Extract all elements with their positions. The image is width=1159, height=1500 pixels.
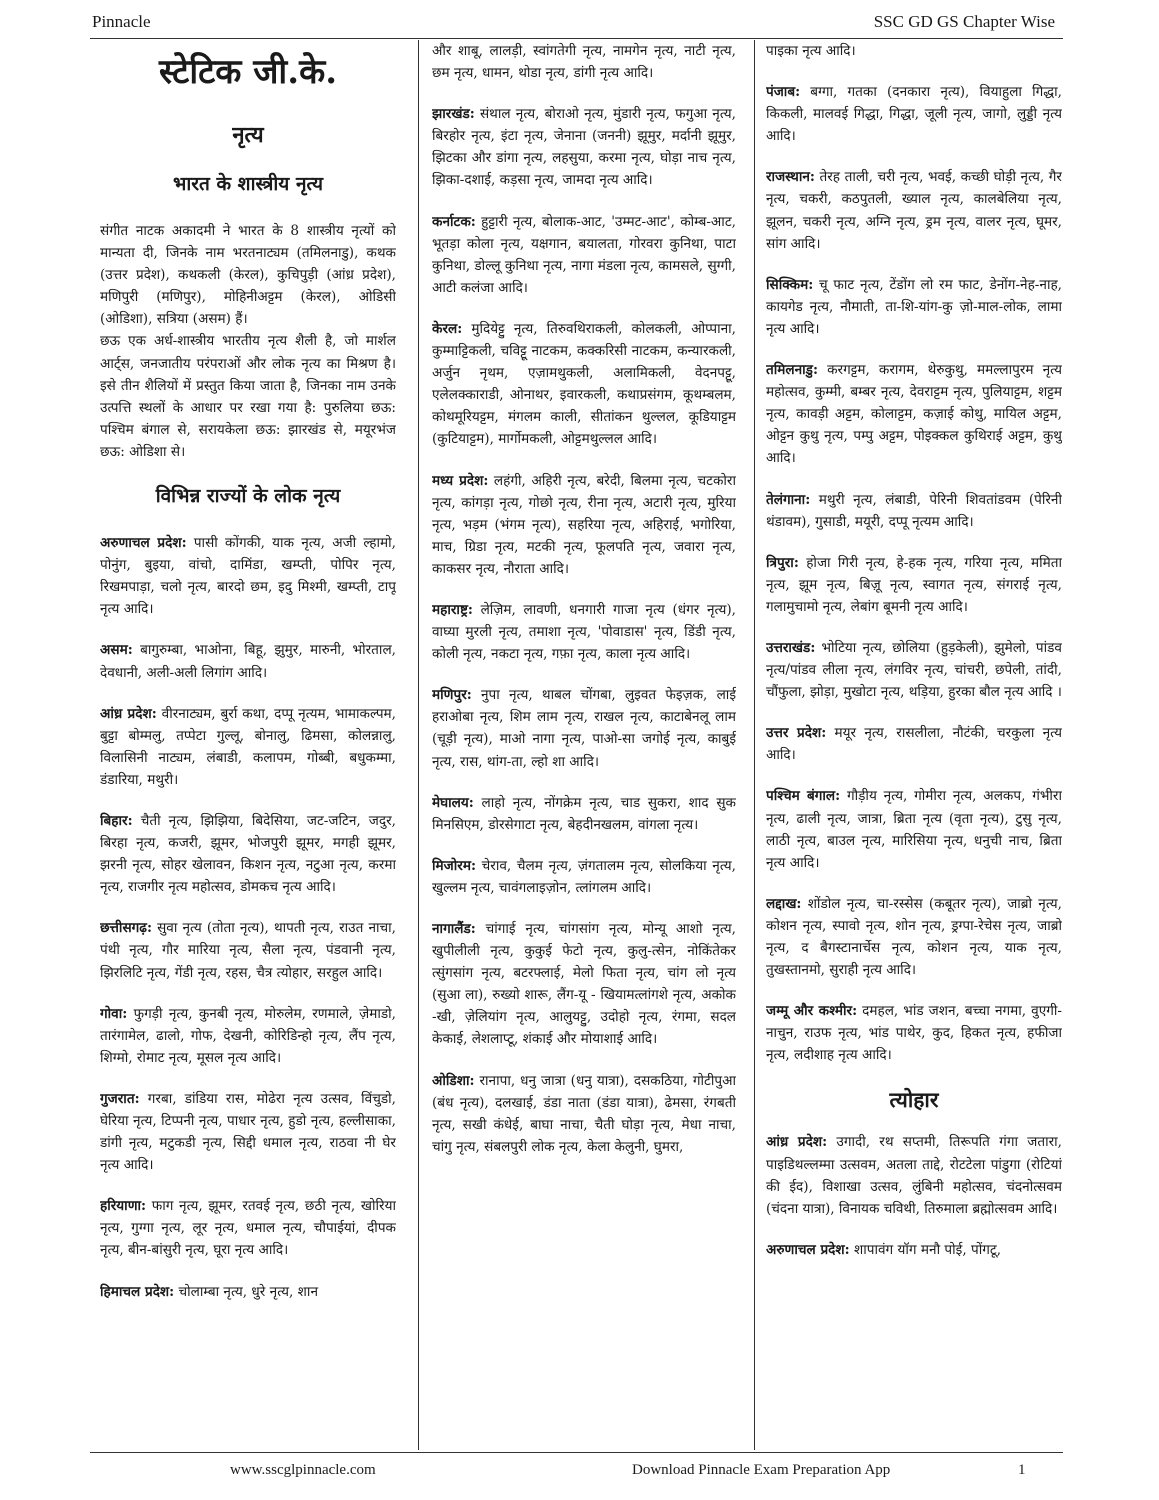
state-name: मणिपुर: <box>432 687 472 704</box>
state-entry <box>766 81 1062 147</box>
entry-text: रानापा, धनु जात्रा (धनु यात्रा), दसकठिया, गोटीपुआ (बंध नृत्य), दलखाई, डंडा नाता (डंडा यात्रा), ढेमसा, रंगबती नृत्य, सखी कंधेई, बाघा नाचा, चैती घोड़ा नृत्य, मेधा नाचा, चांगु नृत्य, संबलपुरी लोक नृत्य, केला केलुनी, घुमरा, <box>432 1072 736 1155</box>
state-entry <box>766 552 1062 618</box>
state-name: अरुणाचल प्रदेश: <box>100 535 187 552</box>
festival-entry <box>766 1131 1062 1219</box>
entry-text: दमहल, भांड जशन, बच्चा नगमा, वुएगी-नाचुन, राउफ नृत्य, भांड पाथेर, कुद, हिकत नृत्य, हफीजा नृत्य, लदीशाह नृत्य आदि। <box>766 1003 1062 1064</box>
state-name: मिजोरम: <box>432 857 476 874</box>
entry-text: पासी कोंगकी, याक नृत्य, अजी ल्हामो, पोनुंग, बुइया, वांचो, दामिंडा, खम्प्ती, पोपिर नृत्य, रिखमपाड़ा, चलो नृत्य, बारदो छम, इदु मिश्मी, खम्प्ती, टापू नृत्य आदि। <box>100 535 396 618</box>
state-entry <box>100 1003 396 1069</box>
column-3 <box>766 40 1062 1454</box>
continued-text: पाइका नृत्य आदि। <box>766 43 856 59</box>
state-entry <box>432 792 736 836</box>
state-entry <box>100 532 396 620</box>
state-name: सिक्किम: <box>766 276 814 293</box>
footer-rule <box>90 1452 1063 1453</box>
intro-paragraph: संगीत नाटक अकादमी ने भारत के 8 शास्त्रीय नृत्यों को मान्यता दी, जिनके नाम भरतनाट्यम (तमिलनाडु), कथक (उत्तर प्रदेश), कथकली (केरल), कुचिपुड़ी (आंध्र प्रदेश), मणिपुरी (मणिपुर), मोहिनीअट्टम (केरल), ओडिसी (ओडिशा), सत्रिया (असम) हैं। <box>100 223 396 328</box>
festival-entry <box>766 1239 1062 1261</box>
state-entry <box>100 917 396 983</box>
header-chapter-title: SSC GD GS Chapter Wise <box>873 12 1055 31</box>
state-entry <box>432 684 736 772</box>
state-name: मध्य प्रदेश: <box>432 472 489 489</box>
section-heading-festivals: त्योहार <box>889 1087 939 1113</box>
entry-text: लहंगी, अहिरी नृत्य, बरेदी, बिलमा नृत्य, चटकोरा नृत्य, कांगड़ा नृत्य, गोछो नृत्य, रीना नृत्य, अटारी नृत्य, मुरिया नृत्य, भड़म (भंगम नृत्य), सहरिया नृत्य, अहिराई, भगोरिया, माच, ग्रिडा नृत्य, मटकी नृत्य, फूलपति नृत्य, जवारा नृत्य, काकसर नृत्य, नौराता आदि। <box>432 472 736 577</box>
state-entry <box>766 166 1062 254</box>
state-name: त्रिपुरा: <box>766 554 799 571</box>
state-name: गोवा: <box>100 1005 128 1022</box>
state-entry <box>100 1088 396 1176</box>
state-entry <box>432 855 736 899</box>
page-number: 1 <box>1018 1462 1026 1478</box>
state-name: कर्नाटक: <box>432 213 476 230</box>
entry-text: शापावंग यॉग मनौ पोई, पोंगटू, <box>849 1241 1002 1258</box>
entry-text: शोंडोल नृत्य, चा-रस्सेस (कबूतर नृत्य), जाब्रो नृत्य, कोशन नृत्य, स्पावो नृत्य, शोन नृत्य, ड्रग्पा-रेचेस नृत्य, जाब्रो नृत्य, द बैगस्टानार्चेस नृत्य, कोशन नृत्य, याक नृत्य, तुखस्तानमो, सुराही नृत्य आदि। <box>766 895 1062 979</box>
state-entry <box>766 359 1062 469</box>
entry-text: चेराव, चैलम नृत्य, ज़ंगतालम नृत्य, सोलकिया नृत्य, खुल्लम नृत्य, चावंगलाइज़ोन, त्लांगलम आदि। <box>432 857 736 896</box>
state-name: हिमाचल प्रदेश: <box>100 1283 175 1300</box>
entry-text: मथुरी नृत्य, लंबाडी, पेरिनी शिवतांडवम (पेरिनी थंडावम), गुसाडी, मयूरी, दप्पू नृत्यम आदि। <box>766 491 1062 530</box>
state-entry <box>766 1000 1062 1066</box>
state-name: गुजरात: <box>100 1090 140 1107</box>
intro-paragraph: छऊ एक अर्ध-शास्त्रीय भारतीय नृत्य शैली है, जो मार्शल आर्ट्स, जनजातीय परंपराओं और लोक नृत्य का मिश्रण है। इसे तीन शैलियों में प्रस्तुत किया जाता है, जिनका नाम उनके उत्पत्ति स्थलों के आधार पर रखा गया है: पुरुलिया छऊ: पश्चिम बंगाल से, सरायकेला छऊ: झारखंड से, मयूरभंज छऊ: ओडिशा से। <box>100 333 396 460</box>
state-entry <box>100 810 396 898</box>
entry-text: चैती नृत्य, झिझिया, बिदेसिया, जट-जटिन, जदुर, बिरहा नृत्य, कजरी, झूमर, भोजपुरी झूमर, मगही झूमर, झरनी नृत्य, सोहर खेलावन, किशन नृत्य, नटुआ नृत्य, करमा नृत्य, राजगीर नृत्य महोत्सव, डोमकच नृत्य आदि। <box>100 812 396 896</box>
column-divider <box>418 40 419 1450</box>
entry-text: संथाल नृत्य, बोराओ नृत्य, मुंडारी नृत्य, फगुआ नृत्य, बिरहोर नृत्य, इंटा नृत्य, जेनाना (जननी) झूमुर, मर्दानी झूमुर, झिटका और डांगा नृत्य, लहसुया, करमा नृत्य, घोड़ा नाच नृत्य, झिका-दशाई, कड़सा नृत्य, जामदा नृत्य आदि। <box>432 106 736 189</box>
entry-text: भोटिया नृत्य, छोलिया (हुड़केली), झुमेलो, पांडव नृत्य/पांडव लीला नृत्य, लंगविर नृत्य, चांचरी, छपेली, तांदी, चौंफुला, झोड़ा, मुखोटा नृत्य, थड़िया, हुरका बौल नृत्य आदि । <box>766 639 1062 701</box>
state-entry <box>766 785 1062 873</box>
state-name: आंध्र प्रदेश: <box>100 705 157 722</box>
entry-text: हुट्टारी नृत्य, बोलाक-आट, 'उम्मट-आट', कोम्ब-आट, भूतड़ा कोला नृत्य, यक्षगान, बयालता, गोरवरा कुनिथा, पाटा कुनिथा, डोल्लू कुनिथा नृत्य, नागा मंडला नृत्य, कामसले, सुग्गी, आटी कलंजा आदि। <box>432 213 736 296</box>
entry-text: फाग नृत्य, झूमर, रतवई नृत्य, छठी नृत्य, खोरिया नृत्य, गुग्गा नृत्य, लूर नृत्य, धमाल नृत्य, चौपाईयां, दीपक नृत्य, बीन-बांसुरी नृत्य, घूरा नृत्य आदि। <box>100 1198 396 1259</box>
entry-text: करगट्टम, करागम, थेरुकुथु, ममल्लापुरम नृत्य महोत्सव, कुम्मी, बम्बर नृत्य, देवराट्टम नृत्य, पुलियाट्टम, शट्टम नृत्य, कावड़ी अट्टम, कोलाट्टम, कज़ाई कोथु, मायिल अट्टम, ओट्टन कुथु नृत्य, पम्पु अट्टम, पोइक्कल कुथिराई अट्टम, कुथु आदि। <box>766 362 1062 467</box>
state-name: आंध्र प्रदेश: <box>766 1134 828 1151</box>
state-name: बिहार: <box>100 812 133 829</box>
header-brand: Pinnacle <box>92 12 151 31</box>
state-name: असम: <box>100 642 133 659</box>
state-entry <box>432 470 736 580</box>
state-entry <box>766 722 1062 766</box>
state-name: लद्दाख: <box>766 895 802 912</box>
state-entry <box>100 703 396 791</box>
state-name: जम्मू और कश्मीर: <box>766 1003 858 1020</box>
entry-text: फुगड़ी नृत्य, कुनबी नृत्य, मोरुलेम, रणमाले, ज़ेमाडो, तारंगामेल, ढालो, गोफ, देखनी, कोरिडिन्हो नृत्य, लैंप नृत्य, शिग्मो, रोमाट नृत्य, मूसल नृत्य आदि। <box>100 1005 396 1066</box>
state-entry <box>766 489 1062 533</box>
state-name: पश्चिम बंगाल: <box>766 788 841 805</box>
entry-text: गरबा, डांडिया रास, मोढेरा नृत्य उत्सव, विंचुडो, घेरिया नृत्य, टिप्पनी नृत्य, पाधार नृत्य, हुडो नृत्य, हल्लीसाका, डांगी नृत्य, मटुकडी नृत्य, सिद्दी धमाल नृत्य, राठवा नी घेर नृत्य आदि। <box>100 1090 396 1174</box>
state-name: राजस्थान: <box>766 169 815 186</box>
column-2 <box>432 40 736 1454</box>
entry-text: वीरनाट्यम, बुर्रा कथा, दप्पू नृत्यम, भामाकल्पम, बुट्टा बोम्मलु, तप्पेटा गुल्लू, बोनालु, ढिमसा, कोलन्नालु, विलासिनी नाट्यम, लंबाडी, कलापम, गोब्बी, बधुकम्मा, डंडारिया, मथुरी। <box>100 705 396 788</box>
state-entry <box>100 639 396 683</box>
column-divider <box>754 40 755 1450</box>
state-name: नागालैंड: <box>432 921 476 937</box>
entry-text: लेज़िम, लावणी, धनगारी गाजा नृत्य (धंगर नृत्य), वाघ्या मुरली नृत्य, तमाशा नृत्य, 'पोवाडास' नृत्य, डिंडी नृत्य, कोली नृत्य, नकटा नृत्य, गफ़ा नृत्य, काला नृत्य आदि। <box>432 601 736 663</box>
state-name: महाराष्ट्र: <box>432 601 473 618</box>
state-name: मेघालय: <box>432 794 474 811</box>
state-entry <box>100 1281 396 1303</box>
state-entry <box>766 637 1062 703</box>
entry-text: सुवा नृत्य (तोता नृत्य), थापती नृत्य, राउत नाचा, पंथी नृत्य, गौर मारिया नृत्य, सैला नृत्य, पंडवानी नृत्य, झिरलिटि नृत्य, गेंडी नृत्य, रहस, चैत्र त्योहार, सरहुल आदि। <box>100 920 396 981</box>
entry-text: तेरह ताली, चरी नृत्य, भवई, कच्छी घोड़ी नृत्य, गैर नृत्य, चकरी, कठपुतली, ख्याल नृत्य, कालबेलिया नृत्य, झूलन, चकरी नृत्य, अग्नि नृत्य, ड्रम नृत्य, वालर नृत्य, घूमर, सांग आदि। <box>766 169 1062 252</box>
entry-text: होजा गिरी नृत्य, हे-हक नृत्य, गरिया नृत्य, ममिता नृत्य, झूम नृत्य, बिज़ू नृत्य, स्वागत नृत्य, संगराई नृत्य, गलामुचामो नृत्य, लेबांग बूमनी नृत्य आदि। <box>766 554 1062 615</box>
state-entry <box>766 274 1062 340</box>
entry-text: गौड़ीय नृत्य, गोमीरा नृत्य, अलकप, गंभीरा नृत्य, ढाली नृत्य, जात्रा, ब्रिता नृत्य (वृता नृत्य), टुसु नृत्य, लाठी नृत्य, बाउल नृत्य, मारिसिया नृत्य, धनुची नाच, ब्रिता नृत्य आदि। <box>766 788 1062 871</box>
page-title: स्टेटिक जी.के. <box>158 52 338 92</box>
section-heading-classical: भारत के शास्त्रीय नृत्य <box>172 173 324 195</box>
column-1 <box>100 38 396 1452</box>
state-name: छत्तीसगढ़: <box>100 920 152 937</box>
state-name: अरुणाचल प्रदेश: <box>766 1241 850 1258</box>
footer-app-promo: Download Pinnacle Exam Preparation App <box>632 1462 891 1478</box>
state-name: ओडिशा: <box>432 1072 475 1089</box>
footer-website-link[interactable]: www.sscglpinnacle.com <box>230 1462 376 1478</box>
section-heading-folk: विभिन्न राज्यों के लोक नृत्य <box>155 485 341 508</box>
entry-text: मुदियेट्टु नृत्य, तिरुवथिराकली, कोलकली, ओप्पाना, कुम्माट्टिकली, चविट्टू नाटकम, कक्करिसी नाटकम, कन्यारकली, अर्जुन नृथम, एज़ामथुकली, अलामिकली, वेदनपट्टू, एलेलक्काराडी, ओनाथर, इवारकली, कथाप्रसंगम, कूथम्बलम, कोथमूरियट्टम, मंगलम काली, सीतांकन थुल्लल, कूडियाट्टम (कुटियाट्टम), मार्गोमकली, ओट्टमथुल्लल आदि। <box>432 320 736 448</box>
state-entry <box>432 599 736 665</box>
state-entry <box>432 103 736 191</box>
chapter-heading: नृत्य <box>232 122 264 148</box>
state-entry <box>432 318 736 451</box>
state-name: उत्तराखंड: <box>766 639 816 656</box>
entry-text: नुपा नृत्य, थाबल चोंगबा, लुइवत फेइज़क, लाई हराओबा नृत्य, शिम लाम नृत्य, राखल नृत्य, काटाबेनलू लाम (चूड़ी नृत्य), माओ नागा नृत्य, पाओ-सा जगोई नृत्य, काबुई नृत्य, रास, थांग-ता, ल्हो शा आदि। <box>432 687 736 770</box>
state-entry <box>100 1195 396 1261</box>
state-name: पंजाब: <box>766 84 801 101</box>
state-name: झारखंड: <box>432 106 475 123</box>
entry-text: बग्गा, गतका (दनकारा नृत्य), वियाहुला गिद्धा, किकली, मालवई गिद्धा, गिद्धा, जूली नृत्य, जागो, लुड्डी नृत्य आदि। <box>766 84 1062 145</box>
entry-text: लाहो नृत्य, नोंगक्रेम नृत्य, चाड सुकरा, शाद सुक मिनसिएम, डोरसेगाटा नृत्य, बेहदीनखलम, वांगला नृत्य। <box>432 794 736 833</box>
state-name: केरल: <box>432 320 463 337</box>
state-entry <box>432 211 736 299</box>
entry-text: उगादी, रथ सप्तमी, तिरूपति गंगा जतारा, पाइडिथल्लम्मा उत्सवम, अतला ताद्दे, रोटटेला पांडुगा (रोटियां की ईद), विशाखा उत्सव, लुंबिनी महोत्सव, चंदनोत्सवम (चंदना यात्रा), विनायक चविथी, तिरुमाला ब्रह्मोत्सवम आदि। <box>766 1134 1062 1217</box>
state-name: तमिलनाडु: <box>766 362 818 379</box>
continued-text: और शाबू, लालड़ी, स्वांगतेगी नृत्य, नामगेन नृत्य, नाटी नृत्य, छम नृत्य, धामन, थोडा नृत्य, डांगी नृत्य आदि। <box>432 43 736 82</box>
state-entry <box>766 893 1062 981</box>
entry-text: मयूर नृत्य, रासलीला, नौटंकी, चरकुला नृत्य आदि। <box>766 725 1062 764</box>
entry-text: चांगाई नृत्य, चांगसांग नृत्य, मोन्यू आशो नृत्य, खुपीलीली नृत्य, कुकुई फेटो नृत्य, कुलु-त्सेन, नोकिंतेकर त्सुंगसांग नृत्य, बटरफ्लाई, मेलो फिता नृत्य, चांग लो नृत्य (सुआ ला), रुख्यो शारू, लैंग-यू - खियामत्लांगशे नृत्य, अकोक -खी, ज़ेलियांग नृत्य, आलुयट्टु, उदोहो नृत्य, रंगमा, सदल केकाई, लेशलाप्टू, शंकाई और मोयाशाई आदि। <box>432 921 736 1048</box>
state-name: उत्तर प्रदेश: <box>766 725 827 742</box>
state-entry <box>432 918 736 1051</box>
entry-text: चोलाम्बा नृत्य, धुरे नृत्य, शान <box>174 1283 318 1300</box>
entry-text: बागुरुम्बा, भाओना, बिहू, झुमुर, मारुनी, भोरताल, देवधानी, अली-अली लिगांग आदि। <box>100 642 396 681</box>
state-entry <box>432 1070 736 1158</box>
state-name: तेलंगाना: <box>766 491 811 508</box>
state-name: हरियाणा: <box>100 1198 147 1215</box>
entry-text: चू फाट नृत्य, टेंडोंग लो रम फाट, डेनोंग-नेह-नाह, कायगेड नृत्य, नौमाती, ता-शि-यांग-कु ज़ो-माल-लोक, लामा नृत्य आदि। <box>766 276 1062 337</box>
